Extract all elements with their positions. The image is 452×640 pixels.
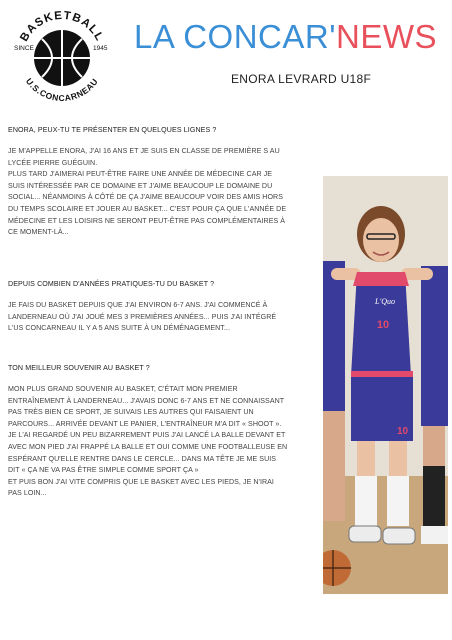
- answer-1-line: PLUS TARD J'AIMERAI PEUT-ÊTRE FAIRE UNE ANNÉE DE MÉDECINE CAR JE: [8, 170, 273, 179]
- answer-1: [8, 146, 286, 239]
- shorts-number: 10: [397, 426, 409, 437]
- club-logo: [6, 2, 118, 114]
- answer-3-line: PAS LOIN...: [8, 489, 47, 498]
- title-part-red: NEWS: [336, 18, 438, 55]
- answer-2: [8, 300, 276, 335]
- question-1: ENORA, PEUX-TU TE PRÉSENTER EN QUELQUES LIGNES ?: [8, 126, 217, 134]
- logo-ring-top: BASKETBALL: [18, 9, 106, 44]
- newsletter-title: [134, 18, 437, 56]
- answer-2-line: L'US CONCARNEAU IL Y A 5 ANS SUITE À UN DÉMÉNAGEMENT...: [8, 324, 230, 333]
- player-photo: [323, 176, 448, 594]
- logo-since: SINCE: [14, 45, 34, 52]
- answer-1-line: SUIS INTÉRESSÉE PAR CE DOMAINE ET J'AIME BEAUCOUP LE DOMAINE DU: [8, 181, 273, 190]
- answer-3-line: MON PLUS GRAND SOUVENIR AU BASKET, C'ÉTAIT MON PREMIER: [8, 385, 238, 393]
- answer-3-line: DIT « ÇA NE VA PAS ÊTRE SIMPLE COMME SPORT ÇA »: [8, 466, 199, 475]
- answer-2-line: LANDERNEAU OÙ J'AI JOUÉ MES 3 PREMIÈRES ANNÉES... PUIS J'AI INTÉGRÉ: [8, 312, 277, 321]
- answer-1-line: CE MOMENT-LÀ...: [8, 228, 69, 237]
- answer-3-line: ESPÉRANT QU'ELLE RENTRE DANS LE CERCLE... DANS MA TÊTE JE ME SUIS: [8, 454, 277, 463]
- question-3: TON MEILLEUR SOUVENIR AU BASKET ?: [8, 364, 150, 372]
- jersey-sponsor: L'Quo: [375, 297, 395, 306]
- answer-1-line: DU TEMPS SCOLAIRE ET JOUER AU BASKET... C'EST POUR ÇA QUE L'ANNÉE DE: [8, 204, 287, 213]
- answer-2-line: JE FAIS DU BASKET DEPUIS QUE J'AI ENVIRON 6-7 ANS. J'AI COMMENCÉ À: [8, 301, 268, 309]
- answer-3-line: PAS TRÈS BIEN CE SPORT, JE SUIVAIS LES AUTRES QUI FAISAIENT UN: [8, 408, 254, 417]
- answer-3-line: ENTRAÎNEMENT À LANDERNEAU... J'AVAIS DONC 6-7 ANS ET NE CONNAISSANT: [8, 396, 285, 405]
- jersey-number: 10: [376, 319, 390, 331]
- answer-1-line: LYCÉE PIERRE GUÉGUIN.: [8, 158, 98, 167]
- answer-1-line: JE M'APPELLE ENORA, J'AI 16 ANS ET JE SUIS EN CLASSE DE PREMIÈRE S AU: [8, 147, 280, 155]
- player-photo-illustration: [323, 176, 448, 594]
- logo-ring-bottom: U.S.CONCARNEAU: [23, 76, 101, 103]
- answer-3-line: PARCOURS... ARRIVÉE DEVANT LE PANIER, L'ENTRAÎNEUR M'A DIT « SHOOT ».: [8, 419, 282, 428]
- answer-3: [8, 384, 287, 500]
- article-subtitle: ENORA LEVRARD U18F: [231, 72, 372, 86]
- answer-3-line: ET PUIS BON J'AI VITE COMPRIS QUE LE BASKET AVEC LES PIEDS, JE N'IRAI: [8, 477, 274, 486]
- question-2: DEPUIS COMBIEN D'ANNÉES PRATIQUES-TU DU BASKET ?: [8, 280, 215, 288]
- answer-3-line: AVEC MON PIED J'AI FRAPPÉ LA BALLE ET OUI COMME UNE FOOTBALLEUSE EN: [8, 442, 288, 451]
- title-part-blue: LA CONCAR': [134, 18, 337, 55]
- logo-year: 1945: [93, 45, 108, 52]
- answer-3-line: JE L'AI REGARDÉ UN PEU BIZARREMENT PUIS J'AI LANCÉ LA BALLE DEVANT ET: [8, 431, 286, 440]
- answer-1-line: SOCIAL... NÉANMOINS À CÔTÉ DE ÇA J'AIME BEAUCOUP VOIR DES AMIS HORS: [8, 193, 283, 202]
- answer-1-line: MÉDECINE ET LES LOISIRS NE SERONT PEUT-ÊTRE PAS COMPLÉMENTAIRES À: [8, 216, 286, 225]
